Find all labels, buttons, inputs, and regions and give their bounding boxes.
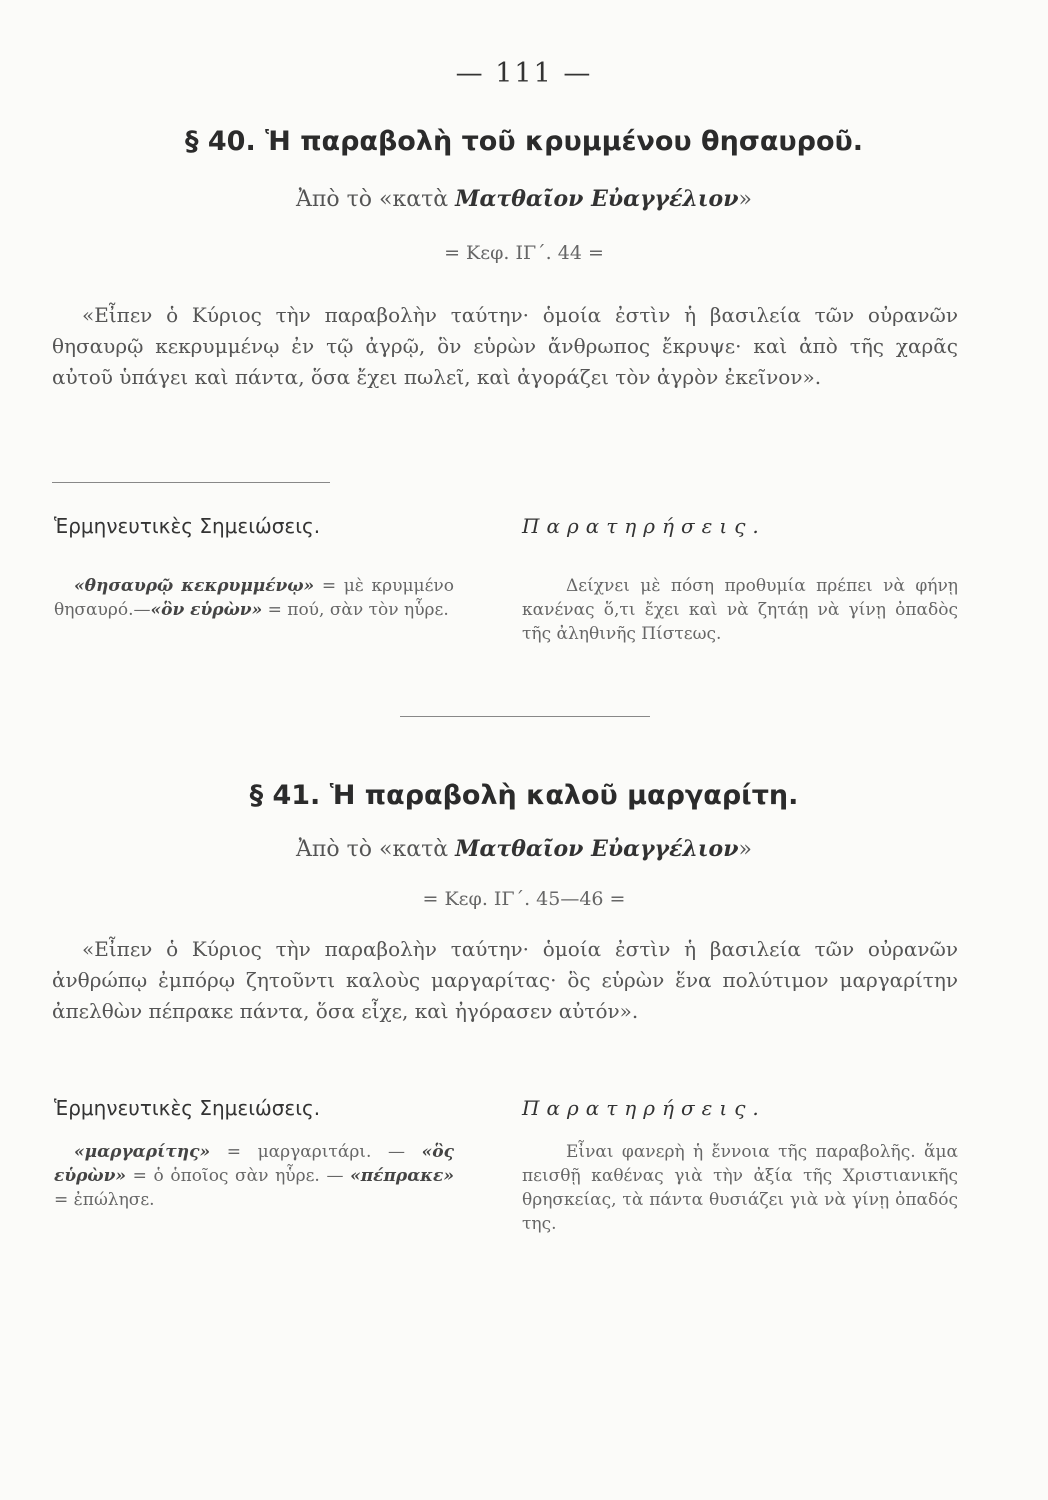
section-41-scripture: «Εἶπεν ὁ Κύριος τὴν παραβολὴν ταύτην· ὁμοία ἐστὶν ἡ βασιλεία τῶν οὐρανῶν ἀνθρώπῳ ἐμπόρῳ ζητοῦντι καλοὺς μαργαρίτας· ὃς εὑρὼν ἕνα πολύτιμον μαργαρίτην ἀπελθὼν πέπρακε πάντα, ὅσα εἶχε, καὶ ἠγόρασεν αὐτόν».: [52, 937, 958, 1023]
source-gospel-title: Ματθαῖον Εὐαγγέλιον: [455, 186, 739, 212]
section-40-notes: [54, 574, 454, 622]
section-41-remarks: Εἶναι φανερὴ ἡ ἔννοια τῆς παραβολῆς. ἅμα πεισθῇ καθένας γιὰ τὴν ἀξία τῆς Χριστιανικῆς θρησκείας, τὰ πάντα θυσιάζει γιὰ νὰ γίνῃ ὀπαδός της.: [522, 1142, 958, 1234]
source-suffix: »: [738, 837, 752, 862]
note-definition: = ἐπώλησε.: [54, 1190, 155, 1210]
source-prefix: Ἀπὸ τὸ «κατὰ: [296, 837, 449, 862]
note-definition: = μαργαριτάρι. —: [210, 1142, 422, 1162]
section-41-remarks-heading: Παρατηρήσεις.: [522, 1096, 766, 1120]
note-definition: = πού, σὰν τὸν ηὗρε.: [262, 600, 449, 620]
section-41-notes: [54, 1140, 454, 1212]
section-41-source: [0, 836, 1048, 862]
note-term: «ὃν εὑρὼν»: [150, 600, 263, 620]
section-41-chapter: = Κεφ. ΙΓ΄. 45—46 =: [422, 888, 626, 910]
section-40-remarks-heading: Παρατηρήσεις.: [522, 514, 766, 538]
section-40-chapter: = Κεφ. ΙΓ΄. 44 =: [444, 242, 604, 264]
page-number: — 111 —: [455, 58, 593, 89]
note-term: «ὃς εὑρὼν»: [54, 1142, 454, 1186]
section-40-notes-heading: Ἑρμηνευτικὲς Σημειώσεις.: [54, 514, 321, 538]
note-term: «μαργαρίτης»: [74, 1142, 211, 1162]
section-divider: [400, 716, 650, 717]
section-40-scripture: «Εἶπεν ὁ Κύριος τὴν παραβολὴν ταύτην· ὁμοία ἐστὶν ἡ βασιλεία τῶν οὐρανῶν θησαυρῷ κεκρυμμένῳ ἐν τῷ ἀγρῷ, ὃν εὑρὼν ἄνθρωπος ἔκρυψε· καὶ ἀπὸ τῆς χαρᾶς αὐτοῦ ὑπάγει καὶ πάντα, ὅσα ἔχει πωλεῖ, καὶ ἀγοράζει τὸν ἀγρὸν ἐκεῖνον».: [52, 303, 958, 389]
section-40-remarks: Δείχνει μὲ πόση προθυμία πρέπει νὰ φήνῃ κανένας ὅ,τι ἔχει καὶ νὰ ζητάῃ νὰ γίνῃ ὀπαδὸς τῆς ἀληθινῆς Πίστεως.: [522, 576, 958, 644]
source-prefix: Ἀπὸ τὸ «κατὰ: [296, 187, 449, 212]
divider: [52, 482, 330, 483]
note-term: «πέπρακε»: [350, 1166, 454, 1186]
section-41-title: § 41. Ἡ παραβολὴ καλοῦ μαργαρίτη.: [249, 780, 799, 811]
source-suffix: »: [738, 187, 752, 212]
section-40-source: [0, 186, 1048, 212]
note-definition: = ὁ ὁποῖος σὰν ηὗρε. —: [126, 1166, 351, 1186]
section-41-notes-heading: Ἑρμηνευτικὲς Σημειώσεις.: [54, 1096, 321, 1120]
note-definition: = μὲ κρυμμένο θησαυρό.—: [54, 576, 454, 620]
note-term: «θησαυρῷ κεκρυμμένῳ»: [74, 576, 315, 596]
section-40-title: § 40. Ἡ παραβολὴ τοῦ κρυμμένου θησαυροῦ.: [184, 126, 864, 157]
source-gospel-title: Ματθαῖον Εὐαγγέλιον: [455, 836, 739, 862]
